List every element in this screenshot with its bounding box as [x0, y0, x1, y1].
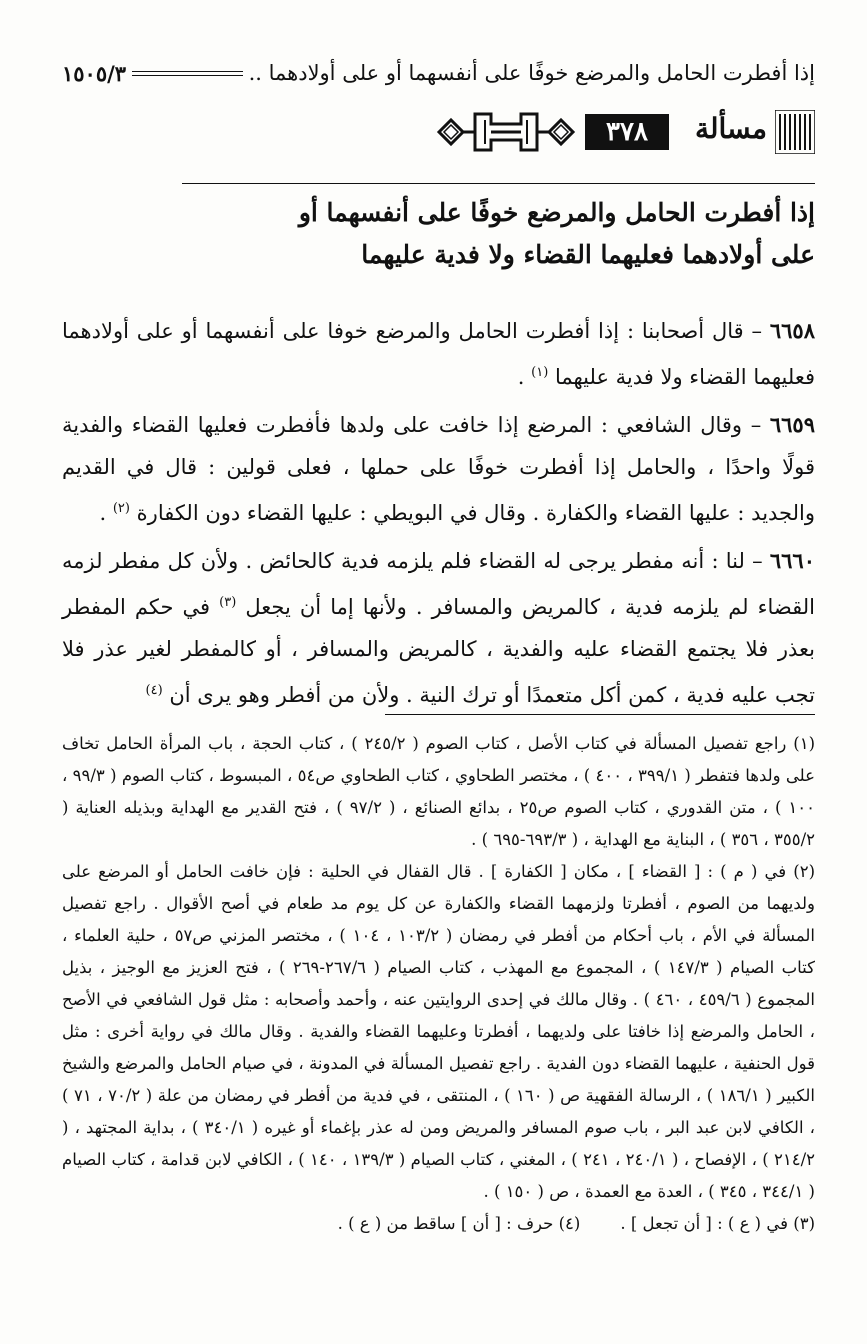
footnote-row — [62, 1208, 815, 1240]
running-header-title: إذا أفطرت الحامل والمرضع خوفًا على أنفسهما أو على أولادهما .. — [248, 61, 815, 85]
paragraph — [62, 540, 815, 716]
paragraph-number: ٦٦٥٨ — [769, 318, 815, 343]
paragraph-text: – قال أصحابنا : إذا أفطرت الحامل والمرضع خوفا على أنفسهما أو على أولادهما فعليهما القضاء ولا فدية عليهما — [62, 319, 815, 389]
issue-number: ٣٧٨ — [585, 114, 669, 150]
footnote-ref: (٢) — [112, 501, 130, 516]
footnote-ref: (٤) — [145, 683, 163, 698]
chapter-title — [182, 183, 815, 283]
paragraph-number: ٦٦٦٠ — [769, 548, 815, 573]
paragraph-number: ٦٦٥٩ — [769, 412, 815, 437]
footnote-separator — [385, 714, 815, 715]
paragraph — [62, 404, 815, 534]
paragraph-text: – وقال الشافعي : المرضع إذا خافت على ولدها فأفطرت فعليها القضاء والفدية قولًا واحدًا ، والحامل إذا أفطرت خوفًا على حملها ، فعلى قولين : قال في القديم والجديد : عليها القضاء والكفارة . وقال في البويطي : عليها القضاء دون الكفارة — [62, 413, 815, 525]
footnote-ref: (١) — [531, 365, 549, 380]
footnotes — [62, 728, 815, 1240]
paragraph-tail: . — [99, 501, 113, 525]
footnote-2: (٢) في ( م ) : [ القضاء ] ، مكان [ الكفارة ] . قال القفال في الحلية : فإن خافت الحامل أو المرضع على ولديهما من الصوم ، أفطرتا ولزمهما القضاء والكفارة عن كل يوم مد طعام في أصح الأقوال . راجع تفصيل المسألة في الأم ، باب أحكام من أفطر في رمضان ( ١٠٣/٢ ، ١٠٤ ) ، مختصر المزني ص٥٧ ، حلية العلماء ، كتاب الصيام ( ١٤٧/٣ ) ، المجموع مع المهذب ، كتاب الصيام ( ٢٦٧/٦-٢٦٩ ) ، فتح العزيز مع الوجيز ، بذيل المجموع ( ٤٥٩/٦ ، ٤٦٠ ) . وقال مالك في إحدى الروايتين عنه ، وأحمد وأصحابه : مثل قول الشافعي في الأصح ، الحامل والمرضع إذا خافتا على ولديهما ، أفطرتا وعليهما القضاء والفدية . وقال مالك في رواية أخرى : مثل قول الحنفية ، عليهما القضاء دون الفدية . راجع تفصيل المسألة في المدونة ، في صيام الحامل والمرضع والشيخ الكبير ( ١٨٦/١ ) ، الرسالة الفقهية ص ( ١٦٠ ) ، المنتقى ، في فدية من أفطر في رمضان من علة ( ٧٠/٢ ، ٧١ ) ، الكافي لابن عبد البر ، باب صوم المسافر والمريض ومن له عذر بإغماء أو غيره ( ٣٤٠/١ ) ، بداية المجتهد ، ( ٢١٤/٢ ) ، الإفصاح ، ( ٢٤٠/١ ، ٢٤١ ) ، المغني ، كتاب الصيام ( ١٣٩/٣ ، ١٤٠ ) ، الكافي لابن قدامة ، كتاب الصيام ( ٣٤٤/١ ، ٣٤٥ ) ، العدة مع العمدة ، ص ( ١٥٠ ) . — [62, 862, 816, 1201]
running-header — [62, 58, 815, 88]
running-header-page-ref: ١٥٠٥/٣ — [62, 60, 127, 86]
footnote-4: (٤) حرف : [ أن ] ساقط من ( ع ) . — [337, 1214, 581, 1233]
footnote-ref: (٣) — [219, 595, 237, 610]
footnote-3: (٣) في ( ع ) : [ أن تجعل ] . — [620, 1214, 815, 1233]
paragraph-text-continued: في حكم المفطر بعذر فلا يجتمع القضاء عليه والفدية ، كالمريض والمسافر ، أو كالمفطر لغير عذر فلا تجب عليه فدية ، كمن أكل متعمدًا أو ترك النية . ولأن من أفطر وهو يرى أن — [62, 595, 815, 707]
paragraph — [62, 310, 815, 398]
issue-label: مسألة — [694, 112, 767, 145]
barcode-ornament-icon — [775, 110, 815, 154]
chapter-title-line-1: إذا أفطرت الحامل والمرضع خوفًا على أنفسهما أو — [298, 198, 815, 227]
paragraph-tail: . — [517, 365, 532, 389]
running-header-rule — [132, 71, 243, 76]
decorative-knot-icon — [431, 108, 581, 156]
footnote-1: (١) راجع تفصيل المسألة في كتاب الأصل ، كتاب الصوم ( ٢٤٥/٢ ) ، كتاب الحجة ، باب المرأة الحامل تخاف على ولدها فتفطر ( ٣٩٩/١ ، ٤٠٠ ) ، مختصر الطحاوي ، كتاب الطحاوي ص٥٤ ، المبسوط ، كتاب الصوم ( ٩٩/٣ ، ١٠٠ ) ، متن القدوري ، كتاب الصوم ص٢٥ ، بدائع الصنائع ، ( ٩٧/٢ ) ، فتح القدير مع الهداية وبذيله العناية ( ٣٥٥/٢ ، ٣٥٦ ) ، البناية مع الهداية ، ( ٦٩٣/٣-٦٩٥ ) . — [62, 734, 815, 849]
paragraph-text: – لنا : أنه مفطر يرجى له القضاء فلم يلزمه فدية كالحائض . ولأن كل مفطر لزمه القضاء لم يلزمه فدية ، كالمريض والمسافر . ولأنها إما أن يجعل — [62, 549, 815, 619]
chapter-title-line-2: على أولادهما فعليهما القضاء ولا فدية عليهما — [361, 240, 815, 269]
main-text — [62, 310, 815, 722]
issue-banner — [435, 108, 815, 156]
